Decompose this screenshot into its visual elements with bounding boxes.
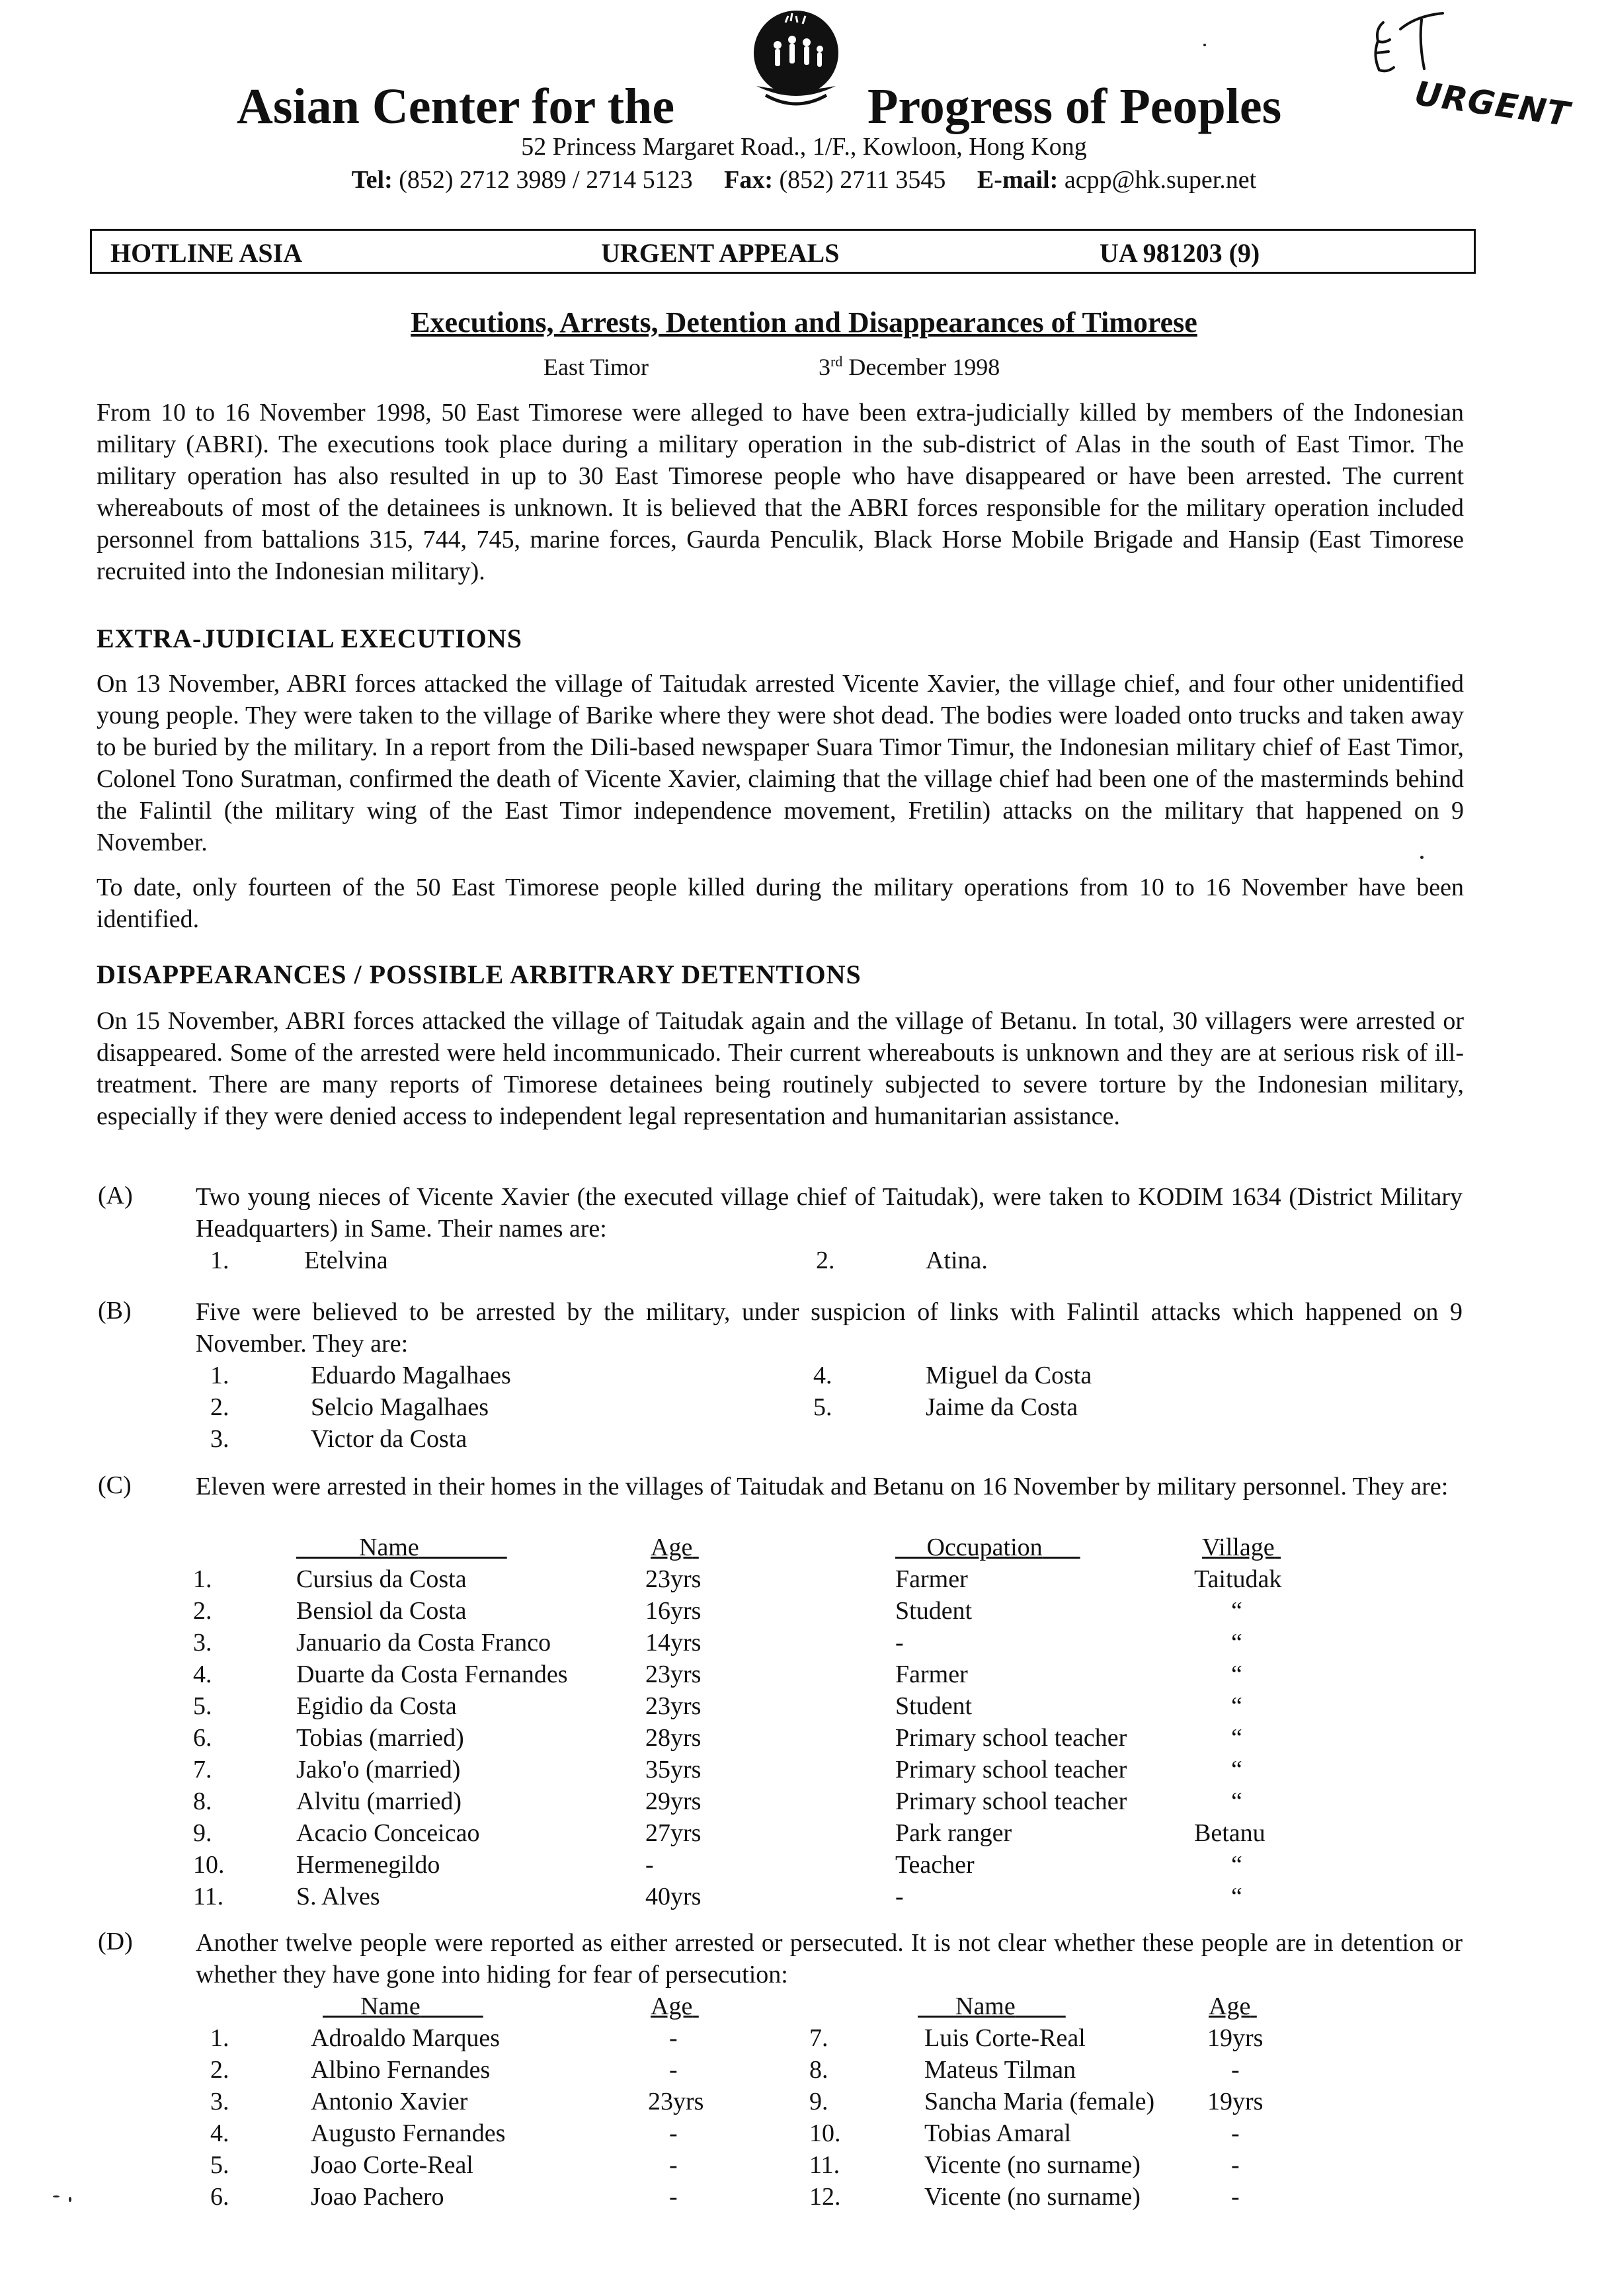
handwritten-et-mark [1363,9,1456,82]
table-row [0,1659,1608,1690]
email-label: E-mail: [977,166,1059,194]
row-age: 29yrs [645,1787,702,1815]
row-age: 23yrs [645,1692,702,1720]
tel-value: (852) 2712 3989 / 2714 5123 [399,166,693,194]
table-row [0,1849,1608,1881]
list-item-number: 1. [210,1362,229,1389]
row-name: Bensiol da Costa [296,1597,467,1625]
row-name: Tobias (married) [296,1724,464,1752]
row-number: 12. [809,2183,841,2211]
row-name: Joao Pachero [311,2183,444,2211]
banner-urgent-appeals: URGENT APPEALS [601,238,840,268]
row-occupation: Primary school teacher [895,1787,1127,1815]
row-name: Adroaldo Marques [311,2024,500,2052]
row-occupation: Farmer [895,1660,968,1688]
date-suffix: rd [830,353,843,370]
list-item-number: 3. [210,1425,229,1453]
row-occupation: Student [895,1692,973,1720]
row-name: Acacio Conceicao [296,1819,480,1847]
header-text: Name [360,1992,421,2020]
row-village: “ [1231,1787,1242,1815]
section-heading-executions: EXTRA-JUDICIAL EXECUTIONS [97,624,523,653]
list-item-name: Selcio Magalhaes [311,1393,489,1421]
row-occupation: - [895,1629,904,1657]
table-row [0,1754,1608,1785]
row-village: “ [1231,1597,1242,1625]
table-row [0,2181,1608,2213]
column-header-village [1202,1532,1281,1563]
item-b-text: Five were believed to be arrested by the military, under suspicion of links with Falintil attacks which happened on 9 November. They are: [196,1298,1463,1358]
executions-paragraph: On 13 November, ABRI forces attacked the village of Taitudak arrested Vicente Xavier, the village chief, and four other unidentified young people. They were taken to the village of Barike where they were shot dead. The bodies were loaded onto trucks and taken away to be buried by the military. In a report from the Dili-based newspaper Suara Timor Timur, the Indonesian military chief of East Timor, Colonel Tono Suratman, confirmed the death of Vicente Xavier, claiming that the village chief had been one of the masterminds behind the Falintil (the military wing of the East Timor independence movement, Fretilin) attacks on the military that happened on 9 November. [97,670,1464,856]
row-name: Albino Fernandes [311,2056,491,2084]
row-number: 11. [193,1883,224,1910]
date-day: 3 [819,354,830,380]
row-occupation: - [895,1883,904,1910]
row-age: - [669,2056,678,2084]
table-row [0,1817,1608,1849]
disappearances-paragraph: On 15 November, ABRI forces attacked the village of Taitudak again and the village of Betanu. In total, 30 villagers were arrested or disappeared. Some of the arrested were held incommunicado. Their current whereabouts is unknown and they are at serious risk of ill-treatment. There are many reports of Timorese detainees being routinely subjected to severe torture by the Indonesian military, especially if they were denied access to independent legal representation and humanitarian assistance. [97,1007,1464,1130]
list-item-number: 1. [210,1247,229,1274]
row-name: Antonio Xavier [311,2088,468,2115]
row-village: “ [1231,1660,1242,1688]
item-a-label: (A) [98,1182,133,1210]
handwritten-urgent-note: URGENT [1412,74,1572,134]
row-age: 28yrs [645,1724,702,1752]
row-village: “ [1231,1883,1242,1910]
scan-speck [69,2197,71,2202]
email-value: acpp@hk.super.net [1064,166,1257,194]
table-row [0,1690,1608,1722]
row-age: - [645,1851,654,1879]
row-age: - [1231,2119,1240,2147]
column-header-name [296,1532,507,1563]
row-number: 2. [210,2056,229,2084]
row-age: 27yrs [645,1819,702,1847]
row-number: 3. [193,1629,212,1657]
column-header-name [323,1990,483,2022]
row-village: Taitudak [1194,1565,1282,1593]
scan-speck [1203,44,1206,46]
row-name: Augusto Fernandes [311,2119,506,2147]
row-age: 23yrs [648,2088,704,2115]
row-name: Cursius da Costa [296,1565,467,1593]
row-number: 9. [193,1819,212,1847]
appeal-banner [90,229,1476,274]
fax-value: (852) 2711 3545 [779,166,946,194]
row-name: Sancha Maria (female) [924,2088,1155,2115]
item-a-text: Two young nieces of Vicente Xavier (the executed village chief of Taitudak), were taken to KODIM 1634 (District Military Headquarters) in Same. Their names are: [196,1183,1463,1243]
header-text: Age [651,1992,693,2020]
header-text: Village [1202,1534,1275,1561]
header-text: Age [651,1534,693,1561]
row-age: 19yrs [1207,2088,1264,2115]
row-occupation: Farmer [895,1565,968,1593]
table-row [0,1785,1608,1817]
row-village: “ [1231,1629,1242,1657]
row-village: “ [1231,1692,1242,1720]
row-age: 14yrs [645,1629,702,1657]
column-header-age-2 [1209,1990,1257,2022]
row-number: 1. [210,2024,229,2052]
row-name: Mateus Tilman [924,2056,1076,2084]
list-item-number: 2. [816,1247,835,1274]
row-number: 6. [210,2183,229,2211]
row-name: Egidio da Costa [296,1692,457,1720]
column-header-age [651,1532,699,1563]
contact-line [0,165,1608,194]
row-name: Vicente (no surname) [924,2151,1141,2179]
list-item-name: Atina. [926,1247,988,1274]
row-age: 35yrs [645,1756,702,1784]
list-item-name: Victor da Costa [311,1425,467,1453]
row-name: Alvitu (married) [296,1787,462,1815]
row-name: Duarte da Costa Fernandes [296,1660,568,1688]
org-name-right: Progress of Peoples [867,79,1282,134]
column-header-name-2 [918,1990,1066,2022]
row-number: 10. [193,1851,225,1879]
identified-paragraph: To date, only fourteen of the 50 East Timorese people killed during the military operations from 10 to 16 November have been identified. [97,874,1464,933]
row-occupation: Student [895,1597,973,1625]
row-age: - [669,2151,678,2179]
item-d-text: Another twelve people were reported as either arrested or persecuted. It is not clear whether these people are in detention or whether they have gone into hiding for fear of persecution: [196,1929,1463,1988]
row-name: S. Alves [296,1883,380,1910]
row-number: 6. [193,1724,212,1752]
organization-logo [739,7,853,120]
row-village: Betanu [1194,1819,1266,1847]
item-c-table-header [0,1532,1608,1563]
table-row [0,2086,1608,2117]
banner-reference: UA 981203 (9) [1100,238,1260,268]
row-occupation: Park ranger [895,1819,1012,1847]
row-number: 5. [210,2151,229,2179]
row-number: 3. [210,2088,229,2115]
item-b-label: (B) [98,1297,132,1325]
list-item-number: 4. [813,1362,832,1389]
row-age: 16yrs [645,1597,702,1625]
org-name-left: Asian Center for the [237,79,675,134]
row-number: 4. [193,1660,212,1688]
table-row [0,2117,1608,2149]
table-row [0,1722,1608,1754]
item-c-label: (C) [98,1471,132,1499]
row-name: Januario da Costa Franco [296,1629,551,1657]
tel-label: Tel: [351,166,393,194]
row-number: 7. [193,1756,212,1784]
row-name: Jako'o (married) [296,1756,461,1784]
section-heading-disappearances: DISAPPEARANCES / POSSIBLE ARBITRARY DETENTIONS [97,960,862,989]
row-number: 11. [809,2151,840,2179]
item-d-label: (D) [98,1928,133,1955]
row-name: Luis Corte-Real [924,2024,1086,2052]
table-row [0,1881,1608,1912]
row-number: 4. [210,2119,229,2147]
list-item-name: Eduardo Magalhaes [311,1362,511,1389]
header-text: Age [1209,1992,1251,2020]
row-name: Hermenegildo [296,1851,440,1879]
banner-hotline: HOTLINE ASIA [110,238,303,268]
list-item-name: Etelvina [304,1247,388,1274]
row-occupation: Primary school teacher [895,1724,1127,1752]
row-village: “ [1231,1724,1242,1752]
document-date [819,353,1000,381]
row-name: Tobias Amaral [924,2119,1072,2147]
row-village: “ [1231,1851,1242,1879]
item-d-table-header [0,1990,1608,2022]
row-age: - [669,2183,678,2211]
table-row [0,2054,1608,2086]
list-item-number: 5. [813,1393,832,1421]
row-occupation: Teacher [895,1851,975,1879]
row-number: 7. [809,2024,828,2052]
date-rest: December 1998 [842,354,1000,380]
location: East Timor [543,354,649,380]
scan-speck [1420,856,1424,859]
item-b-row [0,1391,1608,1423]
table-row [0,2022,1608,2054]
item-a-names-row [0,1245,1608,1276]
row-age: - [1231,2151,1240,2179]
row-name: Joao Corte-Real [311,2151,473,2179]
table-row [0,1563,1608,1595]
row-age: - [669,2119,678,2147]
list-item-name: Miguel da Costa [926,1362,1092,1389]
row-age: - [669,2024,678,2052]
row-number: 1. [193,1565,212,1593]
org-address: 52 Princess Margaret Road., 1/F., Kowloon, Hong Kong [521,133,1087,161]
row-village: “ [1231,1756,1242,1784]
list-item-number: 2. [210,1393,229,1421]
row-number: 9. [809,2088,828,2115]
row-age: 19yrs [1207,2024,1264,2052]
document-title: Executions, Arrests, Detention and Disappearances of Timorese [411,306,1197,339]
column-header-occupation [895,1532,1080,1563]
row-age: - [1231,2056,1240,2084]
row-age: 23yrs [645,1660,702,1688]
header-text: Name [955,1992,1016,2020]
list-item-name: Jaime da Costa [926,1393,1078,1421]
row-age: - [1231,2183,1240,2211]
header-text: Occupation [926,1534,1043,1561]
row-number: 2. [193,1597,212,1625]
header-text: Name [359,1534,419,1561]
fax-label: Fax: [724,166,773,194]
table-row [0,1627,1608,1659]
item-b-row [0,1360,1608,1391]
row-name: Vicente (no surname) [924,2183,1141,2211]
row-age: 23yrs [645,1565,702,1593]
row-number: 5. [193,1692,212,1720]
row-age: 40yrs [645,1883,702,1910]
column-header-age [651,1990,699,2022]
item-c-text: Eleven were arrested in their homes in the villages of Taitudak and Betanu on 16 November by military personnel. They are: [196,1473,1449,1500]
table-row [0,2149,1608,2181]
item-b-row [0,1423,1608,1455]
row-occupation: Primary school teacher [895,1756,1127,1784]
row-number: 10. [809,2119,841,2147]
table-row [0,1595,1608,1627]
row-number: 8. [809,2056,828,2084]
scan-speck [53,2195,60,2197]
row-number: 8. [193,1787,212,1815]
intro-paragraph: From 10 to 16 November 1998, 50 East Timorese were alleged to have been extra-judicially killed by members of the Indonesian military (ABRI). The executions took place during a military operation in the sub-district of Alas in the south of East Timor. The military operation has also resulted in up to 30 East Timorese people who have disappeared or have been arrested. The current whereabouts of most of the detainees is unknown. It is believed that the ABRI forces responsible for the military operation included personnel from battalions 315, 744, 745, marine forces, Gaurda Penculik, Black Horse Mobile Brigade and Hansip (East Timorese recruited into the Indonesian military). [97,399,1464,585]
